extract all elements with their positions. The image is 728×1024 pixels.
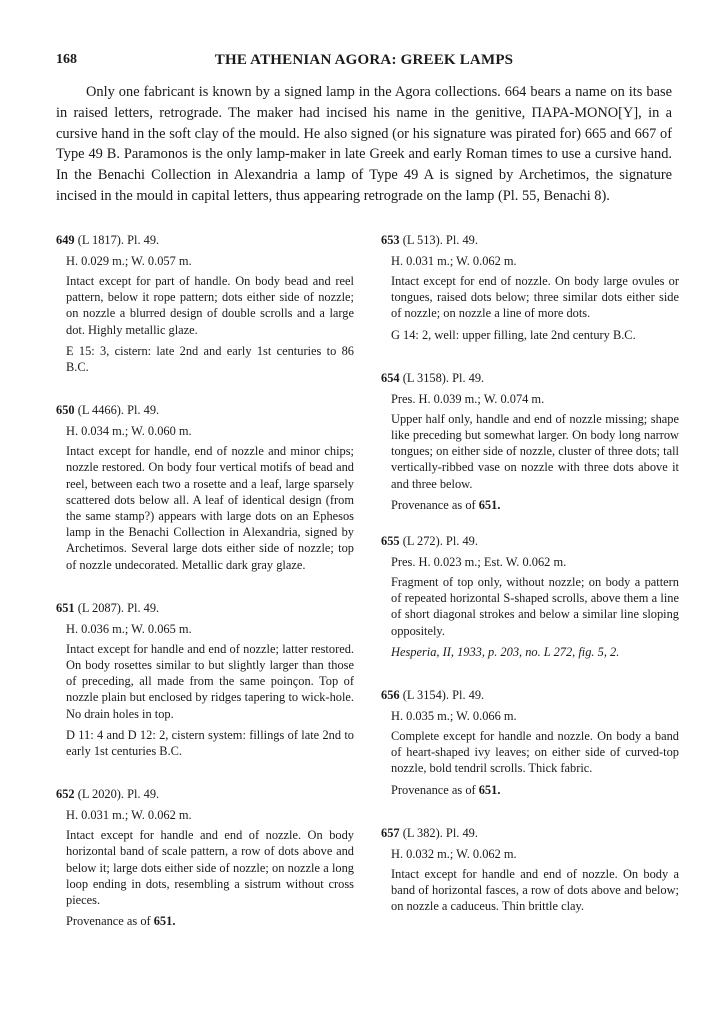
entry-dimensions: H. 0.032 m.; W. 0.062 m. [391,846,517,861]
entry-number: 655 [381,534,400,549]
catalog-entry-652 [56,786,354,929]
entry-description: Intact except for handle and end of nozzle. On body a band of horizontal fasces, a row of dots above and below; on nozzle a caduceus. Thin brittle clay. [391,866,679,914]
entry-description: Intact except for part of handle. On body bead and reel pattern, below it rope pattern; dots either side of nozzle; on nozzle a blurred design of double scrolls and a large dot. Highly metallic glaze. [66,274,354,337]
entry-number: 652 [56,787,75,802]
catalog-entry-649 [56,232,354,375]
entry-description: Intact except for handle and end of nozzle. On body horizontal band of scale pattern, a row of dots above and below it; large dots either side of nozzle; on nozzle a long loop ending in dots, resembling a sistrum without cross pieces. [66,828,354,908]
catalog-entry-650 [56,402,354,573]
entry-heading [381,370,679,386]
entry-inventory: (L 272). Pl. 49. [399,534,478,549]
entry-dimensions: H. 0.034 m.; W. 0.060 m. [66,424,192,439]
entry-dimensions: H. 0.029 m.; W. 0.057 m. [66,254,192,268]
catalog-entry-657 [381,825,679,915]
entry-context: D 11: 4 and D 12: 2, cistern system: fillings of late 2nd to early 1st centuries B.C. [66,727,354,759]
entry-number: 656 [381,688,400,703]
provenance-ref-number: 651. [478,782,501,797]
entry-heading [56,402,354,418]
entry-number: 657 [381,825,400,840]
provenance-ref-number: 651. [153,914,176,929]
entry-heading [56,786,354,802]
provenance-text: Provenance as of [391,782,479,797]
entry-inventory: (L 2020). Pl. 49. [74,787,160,802]
right-column [381,232,679,919]
entry-inventory: (L 513). Pl. 49. [399,233,478,247]
entry-number: 650 [56,403,75,418]
entry-inventory: (L 4466). Pl. 49. [74,403,160,418]
entry-description: Complete except for handle and nozzle. On body a band of heart-shaped ivy leaves; on either side of curved-top nozzle, bold tendril scrolls. Thick fabric. [391,729,679,776]
entry-provenance [56,913,354,929]
entry-inventory: (L 2087). Pl. 49. [74,600,160,615]
entry-dimensions: Pres. H. 0.039 m.; W. 0.074 m. [391,391,545,406]
entry-heading [381,533,679,549]
entry-heading [381,232,679,248]
entry-description: Intact except for end of nozzle. On body large ovules or tongues, raised dots below; three similar dots either side of nozzle; on nozzle a line of more dots. [391,274,679,321]
intro-paragraph: Only one fabricant is known by a signed lamp in the Agora collections. 664 bears a name on its base in raised letters, retrograde. The maker had incised his name in the genitive, ΠΑΡΑ-ΜΟΝΟ[Υ], in a cursive hand in the soft clay of the mould. He also signed (or his signature was pirated for) 665 and 667 of Type 49 B. Paramonos is the only lamp-maker in late Greek and early Roman times to use a cursive hand. In the Benachi Collection in Alexandria a lamp of Type 49 A is signed by Archetimos, the signature incised in the mould in capital letters, thus appearing retrograde on the lamp (Pl. 55, Benachi 8). [56,84,672,204]
entry-heading [381,687,679,703]
entry-description: Fragment of top only, without nozzle; on body a pattern of repeated horizontal S-shaped scrolls, above them a line of short diagonal strokes and below a similar line sloping oppositely. [391,575,679,638]
entry-provenance [381,497,679,513]
entry-citation: Hesperia, II, 1933, p. 203, no. L 272, fig. 5, 2. [391,644,620,659]
entry-description: Upper half only, handle and end of nozzle missing; shape like preceding but somewhat larger. On body long narrow tongues; on either side of nozzle, cluster of three dots; tall vertically-ribbed vase on nozzle with three dots above it and three below. [391,411,679,491]
entry-context: G 14: 2, well: upper filling, late 2nd century B.C. [391,327,636,342]
provenance-ref-number: 651. [478,497,501,512]
catalog-entry-656 [381,687,679,798]
catalog-entry-653 [381,232,679,343]
entry-dimensions: H. 0.031 m.; W. 0.062 m. [391,254,517,268]
entry-inventory: (L 3158). Pl. 49. [399,370,485,385]
entry-dimensions: H. 0.035 m.; W. 0.066 m. [391,709,517,724]
entry-heading [56,600,354,616]
page-header [56,52,672,72]
entry-inventory: (L 1817). Pl. 49. [74,233,160,247]
entry-inventory: (L 3154). Pl. 49. [399,688,485,703]
provenance-text: Provenance as of [66,914,154,929]
entry-context: E 15: 3, cistern: late 2nd and early 1st centuries to 86 B.C. [66,343,354,375]
entry-provenance [381,782,679,798]
entry-inventory: (L 382). Pl. 49. [399,825,478,840]
catalog-entry-651 [56,600,354,759]
entry-dimensions: H. 0.031 m.; W. 0.062 m. [66,808,192,823]
page-number: 168 [56,52,77,67]
entry-description: Intact except for handle, end of nozzle and minor chips; nozzle restored. On body four vertical motifs of bead and reel, between each two a rosette and a leaf, large sparsely scattered dots below all. A leaf of identical design (from the same stamp?) appears with large dots on an Ephesos lamp in the Benachi Collection in Alexandria, signed by Archetimos. Several large dots either side of nozzle; top of nozzle undecorated. Metallic dark gray glaze. [66,444,354,572]
catalog-entry-654 [381,370,679,513]
entry-number: 651 [56,600,75,615]
running-title: THE ATHENIAN AGORA: GREEK LAMPS [214,52,514,68]
entry-dimensions: Pres. H. 0.023 m.; Est. W. 0.062 m. [391,555,567,570]
entry-number: 649 [56,233,75,247]
entry-heading [56,232,354,248]
entry-dimensions: H. 0.036 m.; W. 0.065 m. [66,621,192,636]
entry-number: 654 [381,370,400,385]
provenance-text: Provenance as of [391,497,479,512]
entry-heading [381,825,679,841]
entry-number: 653 [381,233,400,247]
entry-description: Intact except for handle and end of nozzle; latter restored. On body rosettes similar to but slightly larger than those of preceding, all made from the same poinçon. Top of nozzle plain but enclosed by ridges tapering to wick-hole. No drain holes in top. [66,641,354,721]
left-column [56,232,354,929]
catalog-entry-655 [381,533,679,660]
